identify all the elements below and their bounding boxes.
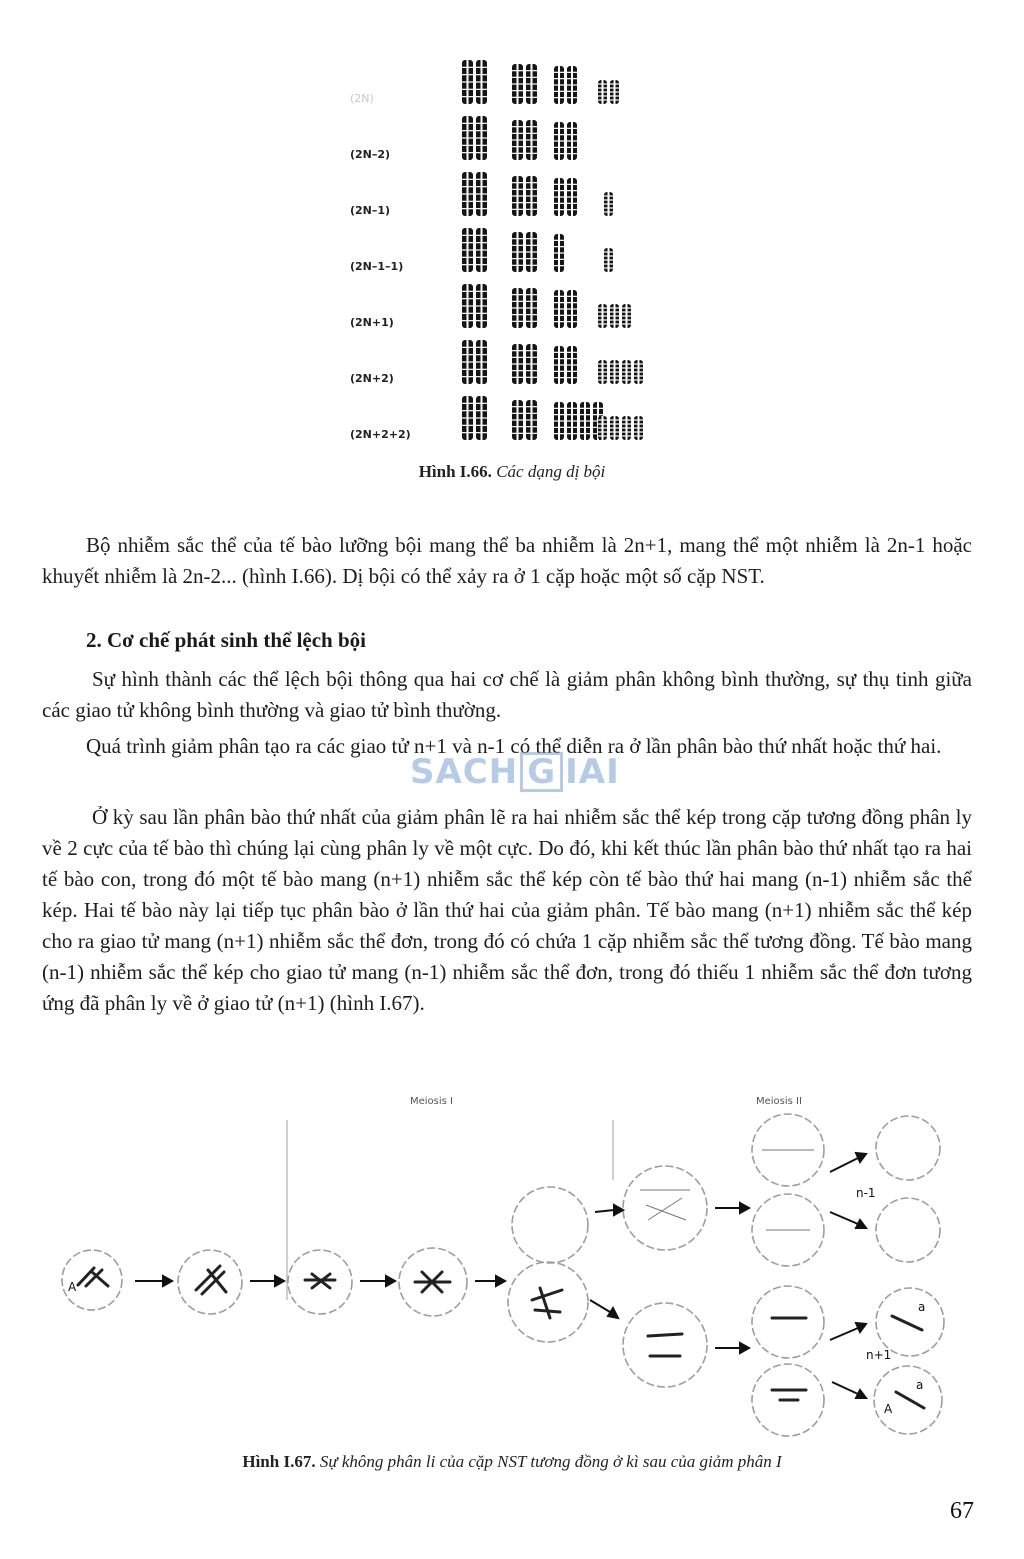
chromosome [512, 288, 523, 328]
chromosome [567, 290, 577, 328]
section-heading-2: 2. Cơ chế phát sinh thể lệch bội [86, 628, 366, 652]
meiosis-2-label: Meiosis II [756, 1096, 802, 1107]
sachgiai-watermark [410, 752, 620, 792]
watermark-left: SACH [410, 752, 519, 792]
chromosome [512, 176, 523, 216]
karyotype-chromosomes [340, 40, 720, 445]
karyotype-row-label: (2N+2) [350, 372, 394, 385]
chromosome [634, 360, 643, 384]
chromosome [462, 172, 473, 216]
karyotype-row-label: (2N–1–1) [350, 260, 404, 273]
chromosome [476, 340, 487, 384]
allele-a-gamete-2: a [916, 1378, 924, 1392]
karyotype-row-label: (2N) [350, 92, 374, 105]
chromosome [622, 304, 631, 328]
chromosome [554, 346, 564, 384]
page-number: 67 [950, 1498, 974, 1524]
chromosome [598, 416, 607, 440]
chromosome [580, 402, 590, 440]
karyotype-row-label: (2N–2) [350, 148, 391, 161]
chromosome [462, 228, 473, 272]
watermark-logo-box: G [520, 752, 563, 792]
karyotype-row-label: (2N+2+2) [350, 428, 411, 441]
watermark-right: IAI [565, 752, 620, 792]
chromosome [462, 60, 473, 104]
chromosome [567, 178, 577, 216]
meiosis-cells-drawing [50, 1090, 980, 1440]
allele-a-gamete-1: a [918, 1300, 926, 1314]
chromosome [554, 402, 564, 440]
figure-166-caption-label: Hình I.66. [418, 462, 492, 481]
paragraph-2: Sự hình thành các thể lệch bội thông qua hai cơ chế là giảm phân không bình thường, sự thụ tinh giữa các giao tử không bình thường và giao tử bình thường. [42, 667, 972, 722]
chromosome [622, 360, 631, 384]
chromosome [476, 284, 487, 328]
chromosome [512, 64, 523, 104]
karyotype-row-label: (2N–1) [350, 204, 391, 217]
chromosome [512, 344, 523, 384]
chromosome [567, 66, 577, 104]
chromosome [622, 416, 631, 440]
chromosome [610, 304, 619, 328]
chromosome [476, 60, 487, 104]
chromosome [476, 116, 487, 160]
chromosome [610, 80, 619, 104]
chromosome [554, 122, 564, 160]
chromosome [567, 346, 577, 384]
meiosis-1-label: Meiosis I [410, 1096, 454, 1107]
chromosome [567, 402, 577, 440]
figure-167-caption-label: Hình I.67. [242, 1452, 316, 1471]
chromosome [462, 340, 473, 384]
chromosome [610, 416, 619, 440]
chromosome [634, 416, 643, 440]
allele-A-cell-1: A [68, 1280, 77, 1294]
chromosome [526, 176, 537, 216]
chromosome [604, 248, 613, 272]
chromosome [526, 400, 537, 440]
paragraph-1: Bộ nhiễm sắc thể của tế bào lưỡng bội mang thể ba nhiễm là 2n+1, mang thể một nhiễm là 2n-1 hoặc khuyết nhiễm là 2n-2... (hình I.66). Dị bội có thể xảy ra ở 1 cặp hoặc một số cặp NST. [42, 533, 972, 588]
figure-166-caption [0, 462, 1024, 482]
chromosome [526, 288, 537, 328]
figure-167-caption [0, 1452, 1024, 1472]
chromosome [554, 290, 564, 328]
chromosome [598, 80, 607, 104]
chromosome [554, 66, 564, 104]
chromosome [598, 360, 607, 384]
chromosome [476, 228, 487, 272]
chromosome [462, 284, 473, 328]
chromosome [512, 232, 523, 272]
paragraph-3: Quá trình giảm phân tạo ra các giao tử n+1 và n-1 có thể diễn ra ở lần phân bào thứ nhất hoặc thứ hai. [86, 734, 942, 758]
chromosome [604, 192, 613, 216]
chromosome [512, 120, 523, 160]
meiosis-figure [50, 1090, 980, 1440]
chromosome [554, 178, 564, 216]
chromosome [526, 64, 537, 104]
label-n-minus-1: n-1 [856, 1186, 876, 1200]
chromosome [476, 172, 487, 216]
allele-A-gamete-2: A [884, 1402, 893, 1416]
label-n-plus-1: n+1 [866, 1348, 892, 1362]
chromosome [512, 400, 523, 440]
chromosome [526, 344, 537, 384]
figure-167-caption-text: Sự không phân li của cặp NST tương đồng ở kì sau của giảm phân I [319, 1452, 782, 1471]
chromosome [598, 304, 607, 328]
paragraph-4: Ở kỳ sau lần phân bào thứ nhất của giảm phân lẽ ra hai nhiễm sắc thể kép trong cặp tương đồng phân ly về 2 cực của tế bào thì chúng lại cùng phân ly về một cực. Do đó, khi kết thúc lần phân bào thứ nhất tạo ra hai tế bào con, trong đó một tế bào mang (n+1) nhiễm sắc thể kép còn tế bào thứ hai mang (n-1) nhiễm sắc thể kép. Hai tế bào này lại tiếp tục phân bào ở lần thứ hai của giảm phân. Tế bào mang (n+1) nhiễm sắc thể kép cho ra giao tử mang (n+1) nhiễm sắc thể đơn, trong đó có chứa 1 cặp nhiễm sắc thể tương đồng. Tế bào mang (n-1) nhiễm sắc thể kép cho giao tử mang (n-1) nhiễm sắc thể đơn, trong đó thiếu 1 nhiễm sắc thể đơn tương ứng đã phân ly về ở giao tử (n+1) (hình I.67). [42, 805, 972, 1015]
chromosome [567, 122, 577, 160]
figure-166-caption-text: Các dạng dị bội [496, 462, 606, 481]
karyotype-row-label: (2N+1) [350, 316, 394, 329]
chromosome [554, 234, 564, 272]
chromosome [610, 360, 619, 384]
chromosome [526, 120, 537, 160]
chromosome [462, 396, 473, 440]
chromosome [526, 232, 537, 272]
chromosome [462, 116, 473, 160]
chromosome [476, 396, 487, 440]
karyotype-figure [340, 40, 720, 445]
